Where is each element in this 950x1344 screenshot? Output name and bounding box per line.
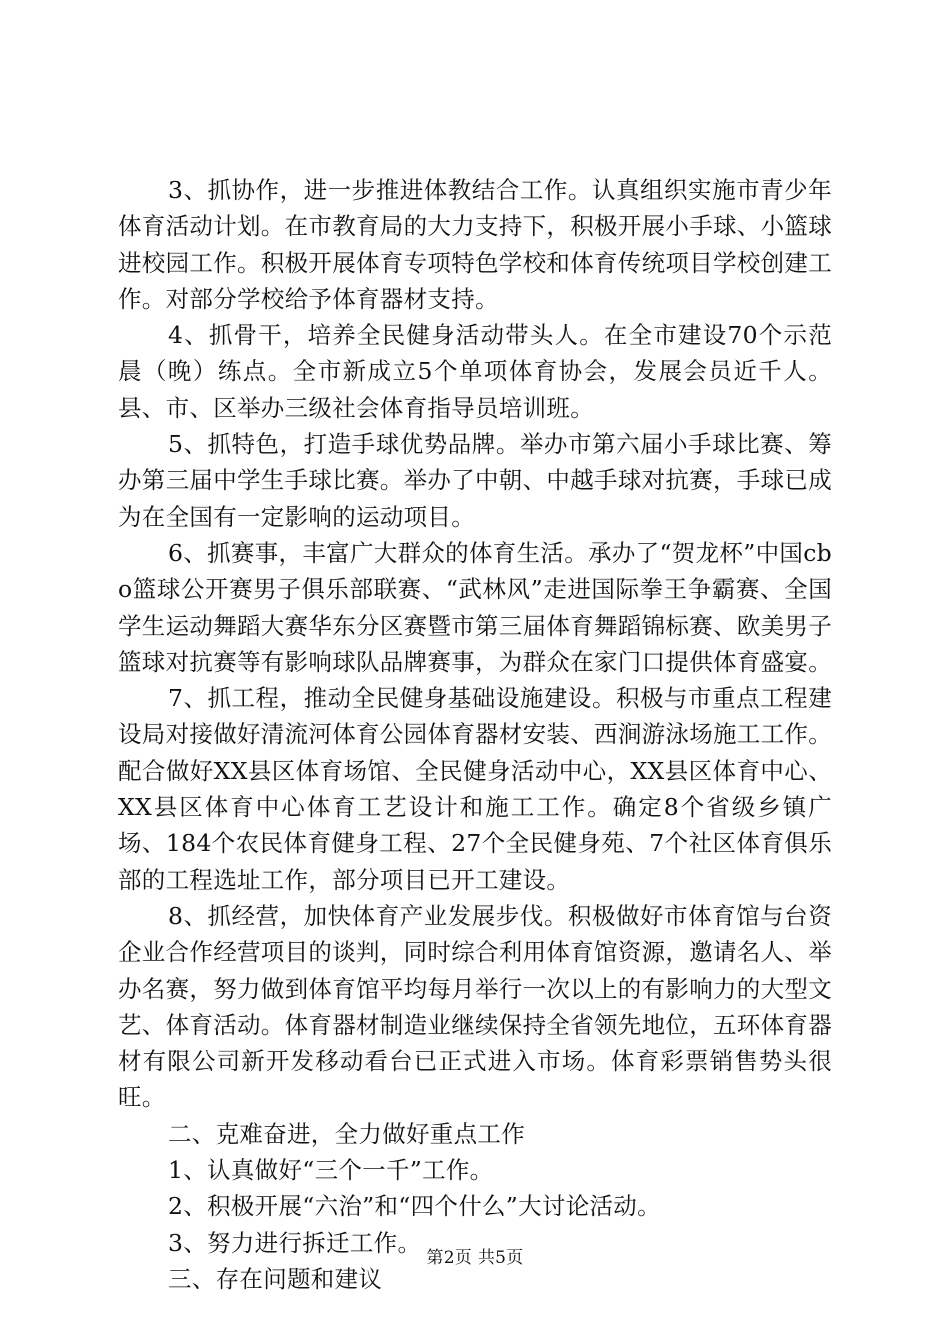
paragraph-item-4: 4、抓骨干，培养全民健身活动带头人。在全市建设70个示范晨（晚）练点。全市新成立5个单项体育协会，发展会员近千人。县、市、区举办三级社会体育指导员培训班。 bbox=[118, 321, 832, 422]
page-footer: 第2页 共5页 bbox=[426, 1248, 524, 1268]
paragraph-item-6: 6、抓赛事，丰富广大群众的体育生活。承办了“贺龙杯”中国cbo篮球公开赛男子俱乐部联赛、“武林风”走进国际拳王争霸赛、全国学生运动舞蹈大赛华东分区赛暨市第三届体育舞蹈锦标赛、欧美男子篮球对抗赛等有影响球队品牌赛事，为群众在家门口提供体育盛宴。 bbox=[118, 538, 832, 676]
section-two-item-2: 2、积极开展“六治”和“四个什么”大讨论活动。 bbox=[168, 1192, 661, 1221]
paragraph-item-3: 3、抓协作，进一步推进体教结合工作。认真组织实施市青少年体育活动计划。在市教育局的大力支持下，积极开展小手球、小篮球进校园工作。积极开展体育专项特色学校和体育传统项目学校创建工作。对部分学校给予体育器材支持。 bbox=[118, 176, 832, 313]
paragraph-item-8: 8、抓经营，加快体育产业发展步伐。积极做好市体育馆与台资企业合作经营项目的谈判，同时综合利用体育馆资源，邀请名人、举办名赛，努力做到体育馆平均每月举行一次以上的有影响力的大型文艺、体育活动。体育器材制造业继续保持全省领先地位，五环体育器材有限公司新开发移动看台已正式进入市场。体育彩票销售势头很旺。 bbox=[118, 901, 832, 1112]
document-body bbox=[118, 172, 832, 1297]
paragraph-item-7: 7、抓工程，推动全民健身基础设施建设。积极与市重点工程建设局对接做好清流河体育公园体育器材安装、西涧游泳场施工工作。配合做好XX县区体育场馆、全民健身活动中心，XX县区体育中心、XX县区体育中心体育工艺设计和施工工作。确定8个省级乡镇广场、184个农民体育健身工程、27个全民健身苑、7个社区体育俱乐部的工程选址工作，部分项目已开工建设。 bbox=[118, 684, 832, 894]
section-two-item-1: 1、认真做好“三个一千”工作。 bbox=[168, 1156, 494, 1185]
paragraph-item-5: 5、抓特色，打造手球优势品牌。举办市第六届小手球比赛、筹办第三届中学生手球比赛。举办了中朝、中越手球对抗赛，手球已成为在全国有一定影响的运动项目。 bbox=[118, 430, 832, 531]
section-three-heading: 三、存在问题和建议 bbox=[168, 1264, 383, 1293]
section-two-item-3: 3、努力进行拆迁工作。 bbox=[168, 1228, 422, 1257]
section-two-heading: 二、克难奋进，全力做好重点工作 bbox=[168, 1119, 525, 1148]
